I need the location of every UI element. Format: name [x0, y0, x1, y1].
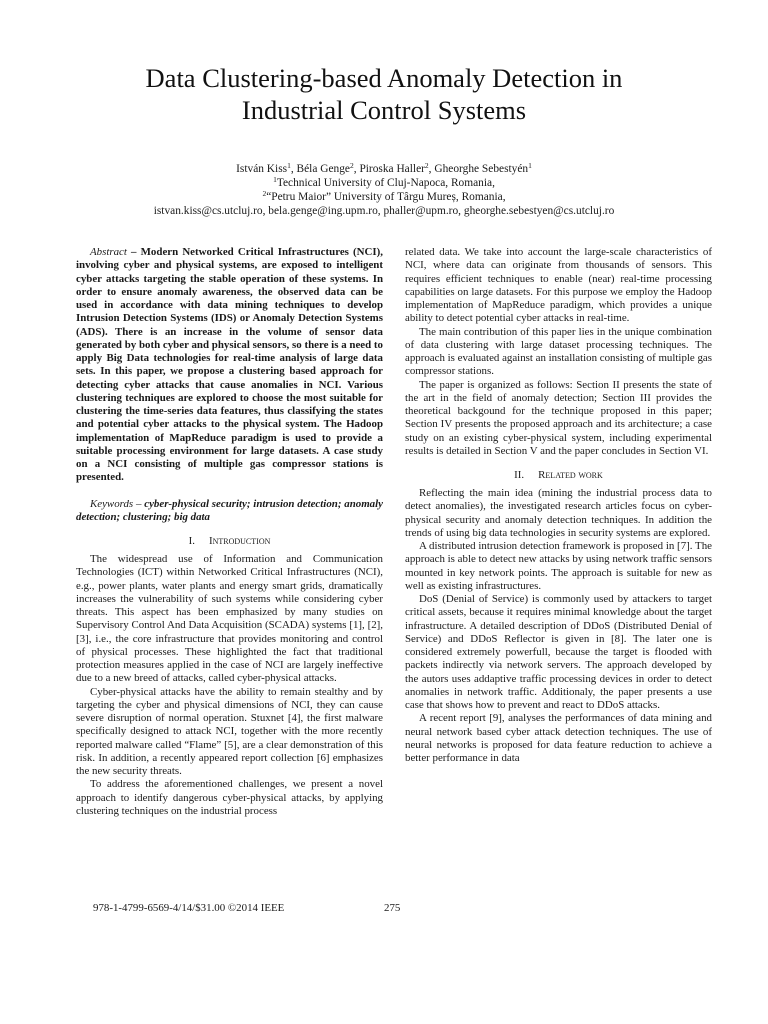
section-heading-introduction — [76, 535, 383, 548]
author-names — [40, 162, 728, 176]
author-1-affil: 1 — [287, 161, 291, 170]
title-line-1: Data Clustering-based Anomaly Detection in — [145, 63, 623, 93]
section-number: II. — [514, 469, 525, 481]
paragraph: A recent report [9], analyses the performances of data mining and neural network based cyber attack detection techniques. The use of neural networks is proposed for data feature reduction to achieve a better performance in data — [405, 712, 712, 764]
abstract-label: Abstract — [90, 246, 127, 258]
left-column — [76, 246, 383, 818]
section-heading-related-work — [405, 469, 712, 482]
author-block — [40, 162, 728, 218]
section-title: Introduction — [208, 535, 271, 547]
section-title: Related work — [538, 469, 603, 481]
footer-isbn: 978-1-4799-6569-4/14/$31.00 ©2014 IEEE — [93, 902, 285, 914]
affiliation-1: $^1$Technical University of Cluj-Napoca, Romania, — [273, 175, 495, 189]
paragraph: Reflecting the main idea (mining the industrial process data to detect anomalies), the investigated research articles focus on cyber-physical security and anomaly detection techniques. In addition the trends of using big data technologies in security systems are explored. — [405, 487, 712, 539]
author-emails: istvan.kiss@cs.utcluj.ro, bela.genge@ing.upm.ro, phaller@upm.ro, gheorghe.sebestyen@cs.utcluj.ro — [153, 205, 615, 217]
author-4: Gheorghe Sebestyén — [434, 163, 529, 175]
section-number: I. — [188, 535, 195, 547]
keywords — [76, 498, 383, 525]
paragraph: To address the aforementioned challenges, we present a novel approach to identify dangerous cyber-physical attacks, by applying clustering techniques on the industrial process — [76, 778, 383, 817]
author-1: István Kiss — [236, 163, 288, 175]
page-number: 275 — [384, 902, 401, 914]
author-3-affil: 2 — [424, 161, 429, 170]
keywords-label: Keywords – — [90, 497, 145, 510]
author-2: Béla Genge — [296, 163, 350, 175]
title-line-2: Industrial Control Systems — [241, 95, 527, 125]
paper-title — [60, 62, 708, 126]
paragraph: The paper is organized as follows: Section II presents the state of the art in the field of anomaly detection; Section III provides the theoretical backgound for the technique proposed in this paper; Section IV presents the proposed approach and its architecture; a case study on an existing cyber-physical system, including experimental results is detailed in Section V and the paper concludes in Section VI. — [405, 378, 712, 457]
author-sep: , — [353, 163, 360, 175]
author-2-affil: 2 — [349, 161, 354, 170]
author-3: Piroska Haller — [359, 163, 425, 175]
abstract — [76, 246, 383, 485]
paragraph: The main contribution of this paper lies in the unique combination of data clustering with large dataset processing techniques. The approach is evaluated against an installation consisting of multiple gas compressor stations. — [405, 325, 712, 378]
paragraph: Cyber-physical attacks have the ability to remain stealthy and by targeting the cyber and physical dimensions of NCI, they can cause severe disruption of normal operation. Stuxnet [4], the first malware specifically designed to attack NCI, together with the more recently reported malware called “Flame” [5], are a clear demonstration of this risk. In addition, a recently appeared report collection [6] emphasizes the new security threats. — [76, 685, 383, 777]
author-4-affil: 1 — [528, 161, 532, 170]
abstract-text: – Modern Networked Critical Infrastructures (NCI), involving cyber and physical systems, are exposed to intelligent cyber attacks targeting the stable operation of these systems. In order to ensure anomaly awareness, the observed data can be used in accordance with data mining techniques to develop Intrusion Detection Systems (IDS) or Anomaly Detection Systems (ADS). There is an increase in the volume of sensor data generated by both cyber and physical sensors, so there is a need to apply Big Data technologies for real-time analysis of large data sets. In this paper, we propose a clustering based approach for detecting cyber attacks that cause anomalies in NCI. Various clustering techniques are explored to choose the most suitable for clustering the time-series data features, thus classifying the states and potential cyber attacks to the physical system. The Hadoop implementation of MapReduce paradigm is used to provide a suitable processing environment for large datasets. A case study on a NCI consisting of multiple gas compressor stations is presented. — [76, 246, 383, 484]
keywords-text: cyber-physical security; intrusion detection; anomaly detection; clustering; big data — [76, 497, 383, 523]
paragraph: related data. We take into account the large-scale characteristics of NCI, where data can originate from thousands of sensors. This requires efficient techniques to enable (near) real-time processing capabilities on large datasets. For this purpose we employ the Hadoop implementation of MapReduce paradigm, which provides a unique ability to detect potential cyber attacks in real-time. — [405, 246, 712, 325]
author-sep: , — [428, 163, 435, 175]
paragraph: A distributed intrusion detection framework is proposed in [7]. The approach is able to detect new attacks by using network traffic sensors mounted in key network points. The approach is suitable for new as well as existing infrastructures. — [405, 540, 712, 592]
affiliation-2: $^2$“Petru Maior” University of Târgu Mureș, Romania, — [262, 189, 506, 203]
author-sep: , — [290, 163, 297, 175]
paragraph: DoS (Denial of Service) is commonly used by attackers to target critical assets, because it requires minimal knowledge about the target infrastructure. A detailed description of DDoS (Distributed Denial of Service) and DDoS Reflector is given in [8]. The later one is considered extremely powerfull, because the target is flooded with packets indirectly via network servers. The approach developed by the autors uses addaptive traffic processing devices in order to detect anomalies in network traffic. Additionaly, the paper presents a use case that shows how to prevent and react to DDoS attacks. — [405, 593, 712, 711]
right-column — [405, 246, 712, 765]
paragraph: The widespread use of Information and Communication Technologies (ICT) within Networked Critical Infrastructures (NCI), e.g., power plants, water plants and energy smart grids, dramatically increases the vulnerability of such systems while considering cyber threats. This aspect has been emphasized by many studies on Supervisory Control And Data Acquisition (SCADA) systems [1], [2], [3], i.e., the core infrastructure that provides monitoring and control of physical processes. These highlighted the fact that traditional protection measures applied in the case of NCI are largely ineffective due to a new breed of attacks, called cyber-physical attacks. — [76, 553, 383, 685]
